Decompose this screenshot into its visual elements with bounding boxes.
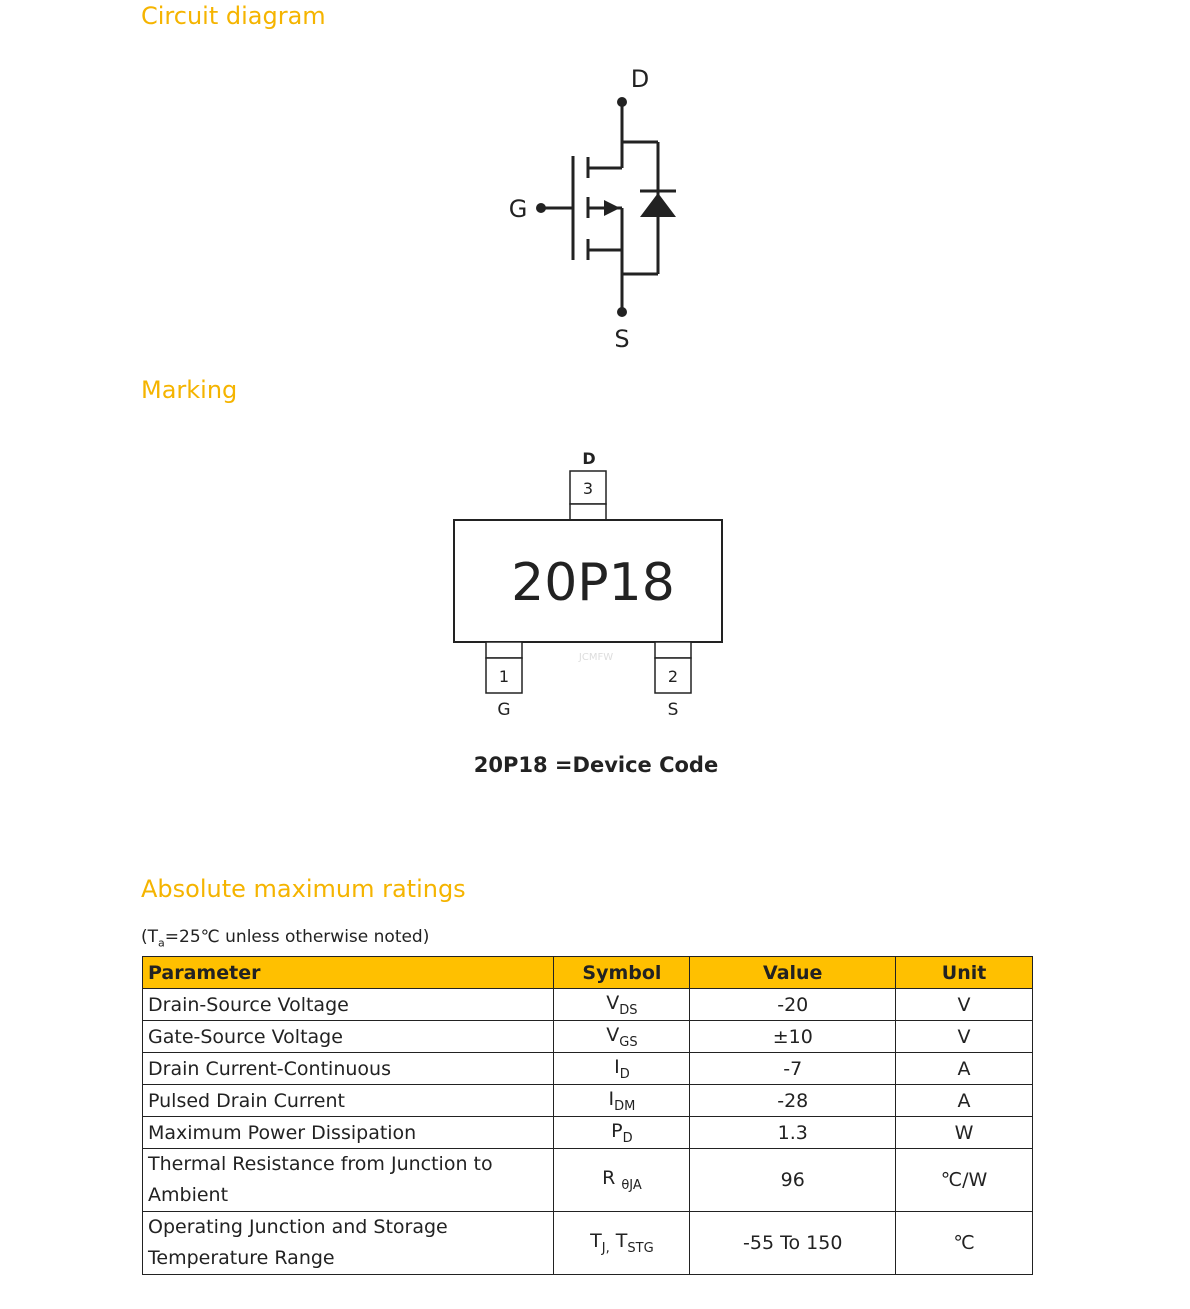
drain-terminal bbox=[617, 97, 627, 107]
value-cell: -28 bbox=[690, 1085, 896, 1117]
unit-cell: V bbox=[896, 1021, 1033, 1053]
pin1-leg bbox=[486, 642, 522, 658]
value-cell: -55 To 150 bbox=[690, 1212, 896, 1275]
table-row bbox=[143, 1212, 1033, 1275]
table-row bbox=[143, 1149, 1033, 1212]
symbol-cell: R $_{\theta JA}$ bbox=[554, 1149, 690, 1212]
pin3-label: D bbox=[582, 449, 596, 468]
section-title-ratings: Absolute maximum ratings bbox=[141, 875, 466, 903]
param-cell: Maximum Power Dissipation bbox=[143, 1117, 554, 1149]
symbol-cell: $V_{GS}$ bbox=[554, 1021, 690, 1053]
device-code-caption: 20P18 =Device Code bbox=[473, 753, 719, 777]
symbol-cell: $I_{DM}$ bbox=[554, 1085, 690, 1117]
header-symbol: Symbol bbox=[554, 957, 690, 989]
symbol-cell: $V_{DS}$ bbox=[554, 989, 690, 1021]
table-row bbox=[143, 989, 1033, 1021]
symbol-cell: $I_D$ bbox=[554, 1053, 690, 1085]
param-cell: Gate-Source Voltage bbox=[143, 1021, 554, 1053]
device-code: 20P18 bbox=[511, 553, 675, 613]
unit-cell: ℃/W bbox=[896, 1149, 1033, 1212]
table-row bbox=[143, 1085, 1033, 1117]
watermark: JCMFW bbox=[578, 652, 614, 663]
section-title-marking: Marking bbox=[141, 376, 238, 404]
value-cell: ±10 bbox=[690, 1021, 896, 1053]
symbol-cell: $T_{J,}$ $T_{STG}$ bbox=[554, 1212, 690, 1275]
pin3-leg bbox=[570, 504, 606, 520]
unit-cell: ℃ bbox=[896, 1212, 1033, 1275]
source-label: S bbox=[614, 325, 630, 353]
pin1-label: G bbox=[497, 700, 511, 720]
gate-terminal bbox=[536, 203, 546, 213]
header-unit: Unit bbox=[896, 957, 1033, 989]
table-row bbox=[143, 1117, 1033, 1149]
table-header-row bbox=[143, 957, 1033, 989]
pin2-label: S bbox=[667, 700, 679, 720]
value-cell: 1.3 bbox=[690, 1117, 896, 1149]
unit-cell: A bbox=[896, 1053, 1033, 1085]
unit-cell: V bbox=[896, 989, 1033, 1021]
pin2-leg bbox=[655, 642, 691, 658]
pin3-number: 3 bbox=[582, 479, 594, 498]
section-title-circuit: Circuit diagram bbox=[141, 2, 326, 30]
ratings-table bbox=[142, 956, 1033, 1275]
pin1-number: 1 bbox=[498, 667, 510, 686]
value-cell: -20 bbox=[690, 989, 896, 1021]
gate-label: G bbox=[508, 195, 528, 223]
table-row bbox=[143, 1021, 1033, 1053]
param-cell: Pulsed Drain Current bbox=[143, 1085, 554, 1117]
channel-arrow bbox=[604, 200, 620, 216]
unit-cell: A bbox=[896, 1085, 1033, 1117]
symbol-cell: $P_D$ bbox=[554, 1117, 690, 1149]
drain-label: D bbox=[630, 65, 650, 93]
param-cell: Drain-Source Voltage bbox=[143, 989, 554, 1021]
param-cell: Drain Current-Continuous bbox=[143, 1053, 554, 1085]
table-row bbox=[143, 1053, 1033, 1085]
param-cell: Operating Junction and Storage Temperature Range bbox=[143, 1212, 554, 1275]
header-parameter: Parameter bbox=[143, 957, 554, 989]
unit-cell: W bbox=[896, 1117, 1033, 1149]
source-terminal bbox=[617, 307, 627, 317]
diode-triangle bbox=[640, 193, 676, 217]
conditions-note: ($T_a=25℃$ unless otherwise noted) bbox=[141, 927, 430, 950]
param-cell: Thermal Resistance from Junction to Ambient bbox=[143, 1149, 554, 1212]
value-cell: -7 bbox=[690, 1053, 896, 1085]
value-cell: 96 bbox=[690, 1149, 896, 1212]
pin2-number: 2 bbox=[667, 667, 679, 686]
header-value: Value bbox=[690, 957, 896, 989]
